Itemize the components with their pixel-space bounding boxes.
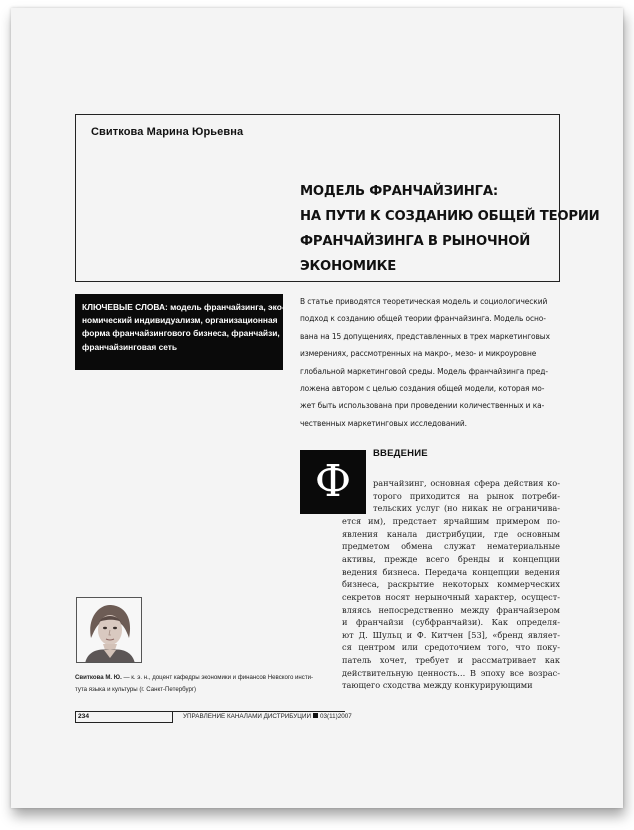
- body-line: действительную ценность… В эпоху все возрас-: [342, 667, 560, 678]
- body-line: патель хочет, требует и рассматривает как: [342, 655, 560, 666]
- title-frame: [75, 114, 600, 282]
- body-line: торого приходится на рынок потреби-: [373, 490, 560, 501]
- body-line: ют Д. Шульц и Ф. Китчен [53], «бренд являет-: [342, 629, 560, 640]
- journal-name: УПРАВЛЕНИЕ КАНАЛАМИ ДИСТРИБУЦИИ: [183, 713, 311, 720]
- caption-line: тута языка и культуры (г. Санкт-Петербург): [75, 686, 197, 693]
- body-line: ранчайзинг, основная сфера действия ко-: [373, 478, 560, 488]
- body-line: и франчайзи (субфранчайзи). Как определя-: [342, 617, 560, 628]
- section-heading: ВВЕДЕНИЕ: [373, 448, 428, 459]
- keywords-line: КЛЮЧЕВЫЕ СЛОВА: модель франчайзинга, эко-: [82, 302, 285, 312]
- author-name: Свиткова Марина Юрьевна: [91, 126, 244, 138]
- caption-line: — к. э. н., доцент кафедры экономики и финансов Невского инсти-: [121, 674, 314, 681]
- body-line: ся центром или средоточием того, что поку-: [342, 642, 560, 653]
- author-photo: [76, 597, 142, 663]
- photo-caption: [75, 672, 345, 696]
- abstract-line: В статье приводятся теоретическая модель и социологический: [300, 296, 548, 306]
- article-title: [300, 179, 600, 279]
- body-line: ведения бизнеса. Передача концепции ведения: [342, 566, 560, 577]
- body-line: тающего сходства между конкурирующими: [342, 680, 533, 691]
- body-line: тельских услуг (но никак не ограничива-: [373, 503, 560, 514]
- page-number: 234: [78, 713, 90, 720]
- keywords-box: [75, 294, 283, 370]
- abstract-line: жет быть использована при проведении количественных и ка-: [300, 400, 545, 411]
- abstract: [300, 293, 562, 432]
- square-separator-icon: [313, 713, 318, 718]
- body-line: бизнеса, раскрытие некоторых коммерческих: [342, 579, 560, 590]
- body-line: активы, прежде всего бренды и концепции: [342, 553, 560, 564]
- abstract-line: глобальной маркетинговой среды. Модель франчайзинга пред-: [300, 365, 548, 376]
- abstract-line: чественных маркетинговых исследований.: [300, 417, 467, 428]
- caption-name: Свиткова М. Ю.: [75, 674, 122, 681]
- title-line: МОДЕЛЬ ФРАНЧАЙЗИНГА:: [300, 184, 498, 199]
- footer-journal: [183, 713, 352, 720]
- keywords-line: номический индивидуализм, организационная: [82, 315, 278, 326]
- journal-page: [11, 8, 623, 808]
- abstract-line: измерениях, рассмотренных на макро-, мезо- и микроуровне: [300, 348, 537, 359]
- abstract-line: ложена автором с целью создания общей модели, которая мо-: [300, 383, 545, 394]
- body-line: ется им), предстает ярчайшим примером по-: [342, 515, 560, 526]
- footer-page-box: [75, 712, 173, 723]
- keywords-line: форма франчайзингового бизнеса, франчайзи,: [82, 328, 280, 339]
- body-line: вляясь непосредственно между франчайзером: [342, 604, 560, 615]
- body-line: предметом обмена служат нематериальные: [342, 541, 560, 552]
- journal-issue: 03(11)2007: [320, 713, 352, 720]
- abstract-line: подход к созданию общей теории франчайзинга. Модель осно-: [300, 313, 546, 324]
- keywords-line: франчайзинговая сеть: [82, 341, 178, 352]
- title-line: НА ПУТИ К СОЗДАНИЮ ОБЩЕЙ ТЕОРИИ: [300, 209, 600, 224]
- title-line: ФРАНЧАЙЗИНГА В РЫНОЧНОЙ: [300, 234, 531, 249]
- body-line: явления канала дистрибуции, где основным: [342, 528, 560, 539]
- abstract-line: вана на 15 допущениях, представленных в трех маркетинговых: [300, 330, 550, 341]
- title-line: ЭКОНОМИКЕ: [300, 259, 397, 274]
- drop-cap: Ф: [300, 450, 366, 514]
- body-line: секретов носят нерыночный характер, осущест-: [342, 591, 560, 602]
